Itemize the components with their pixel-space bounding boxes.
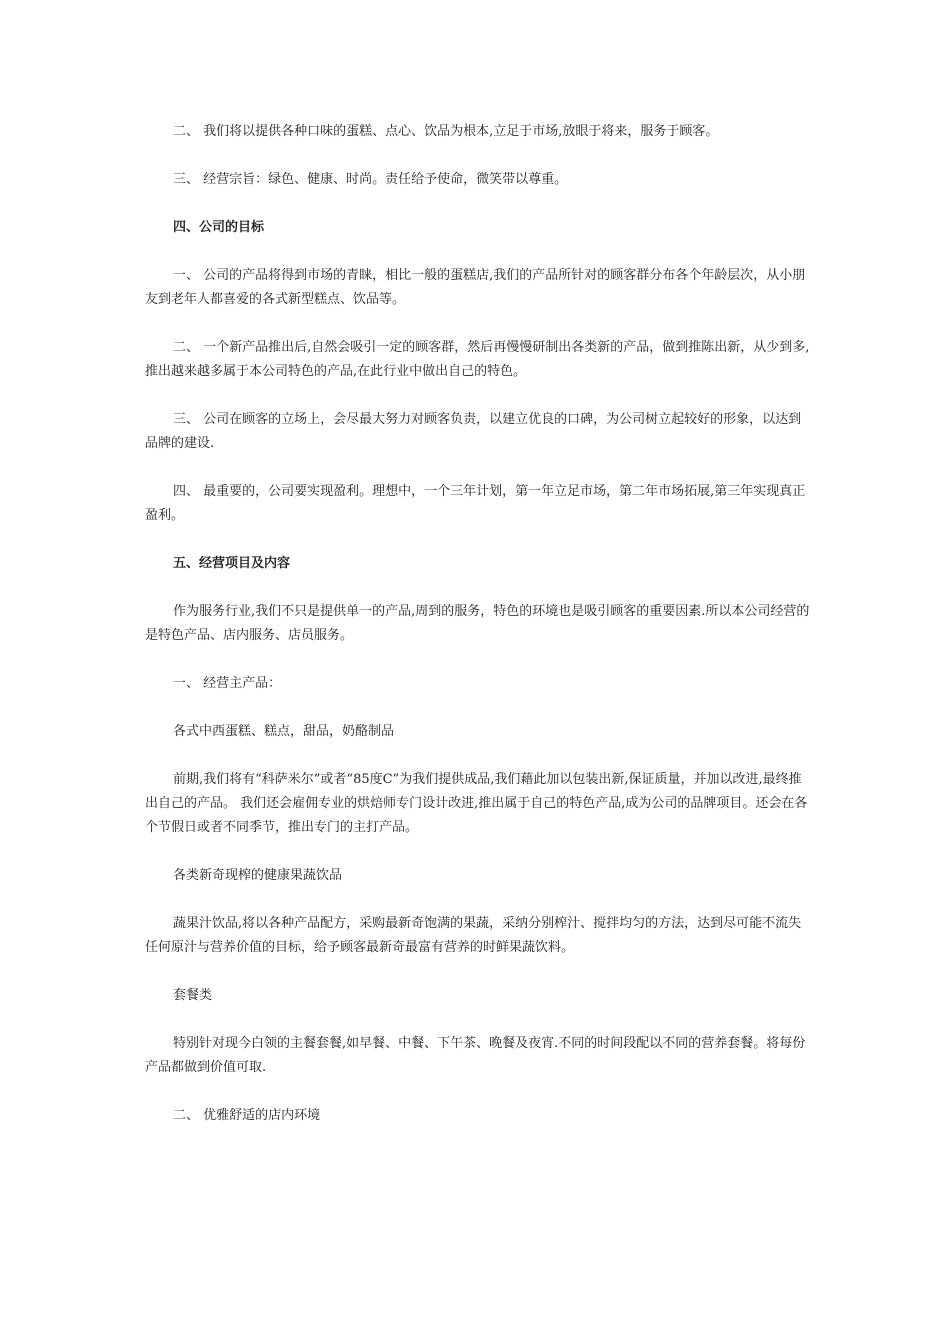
paragraph: 各式中西蛋糕、糕点，甜品，奶酪制品 <box>173 724 395 739</box>
paragraph: 一、 公司的产品将得到市场的青睐，相比一般的蛋糕店,我们的产品所针对的顾客群分布各个年龄层次，从小朋友到老年人都喜爱的各式新型糕点、饮品等。 <box>145 268 806 307</box>
paragraph: 一、 经营主产品： <box>173 676 282 691</box>
paragraph: 套餐类 <box>173 988 213 1003</box>
paragraph: 特别针对现今白领的主餐套餐,如早餐、中餐、下午茶、晚餐及夜宵.不同的时间段配以不同的营养套餐。将每份产品都做到价值可取. <box>145 1036 806 1075</box>
paragraph: 二、 我们将以提供各种口味的蛋糕、点心、饮品为根本,立足于市场,放眼于将来，服务于顾客。 <box>173 124 719 139</box>
section-heading: 五、经营项目及内容 <box>173 556 291 571</box>
paragraph: 二、 一个新产品推出后,自然会吸引一定的顾客群，然后再慢慢研制出各类新的产品，做到推陈出新，从少到多,推出越来越多属于本公司特色的产品,在此行业中做出自己的特色。 <box>145 340 810 379</box>
paragraph: 三、 经营宗旨：绿色、健康、时尚。责任给予使命，微笑带以尊重。 <box>173 172 568 187</box>
paragraph: 蔬果汁饮品,将以各种产品配方，采购最新奇饱满的果蔬，采纳分别榨汁、搅拌均匀的方法，达到尽可能不流失任何原汁与营养价值的目标，给予顾客最新奇最富有营养的时鲜果蔬饮料。 <box>145 916 802 955</box>
paragraph: 作为服务行业,我们不只是提供单一的产品,周到的服务，特色的环境也是吸引顾客的重要因素.所以本公司经营的是特色产品、店内服务、店员服务。 <box>145 604 810 643</box>
document-page <box>145 120 813 1152</box>
paragraph: 前期,我们将有“科萨米尔”或者“85度C”为我们提供成品,我们藉此加以包装出新,保证质量，并加以改进,最终推出自己的产品。 我们还会雇佣专业的烘焙师专门设计改进,推出属于自己的特色产品,成为公司的品牌项目。还会在各个节假日或者不同季节，推出专门的主打产品。 <box>145 772 808 835</box>
paragraph: 二、 优雅舒适的店内环境 <box>173 1108 321 1123</box>
paragraph: 四、 最重要的，公司要实现盈利。理想中，一个三年计划，第一年立足市场，第二年市场拓展,第三年实现真正盈利。 <box>145 484 806 523</box>
paragraph: 三、 公司在顾客的立场上，会尽最大努力对顾客负责，以建立优良的口碑，为公司树立起较好的形象，以达到品牌的建设. <box>145 412 802 451</box>
paragraph: 各类新奇现榨的健康果蔬饮品 <box>173 868 343 883</box>
section-heading: 四、公司的目标 <box>173 220 265 235</box>
